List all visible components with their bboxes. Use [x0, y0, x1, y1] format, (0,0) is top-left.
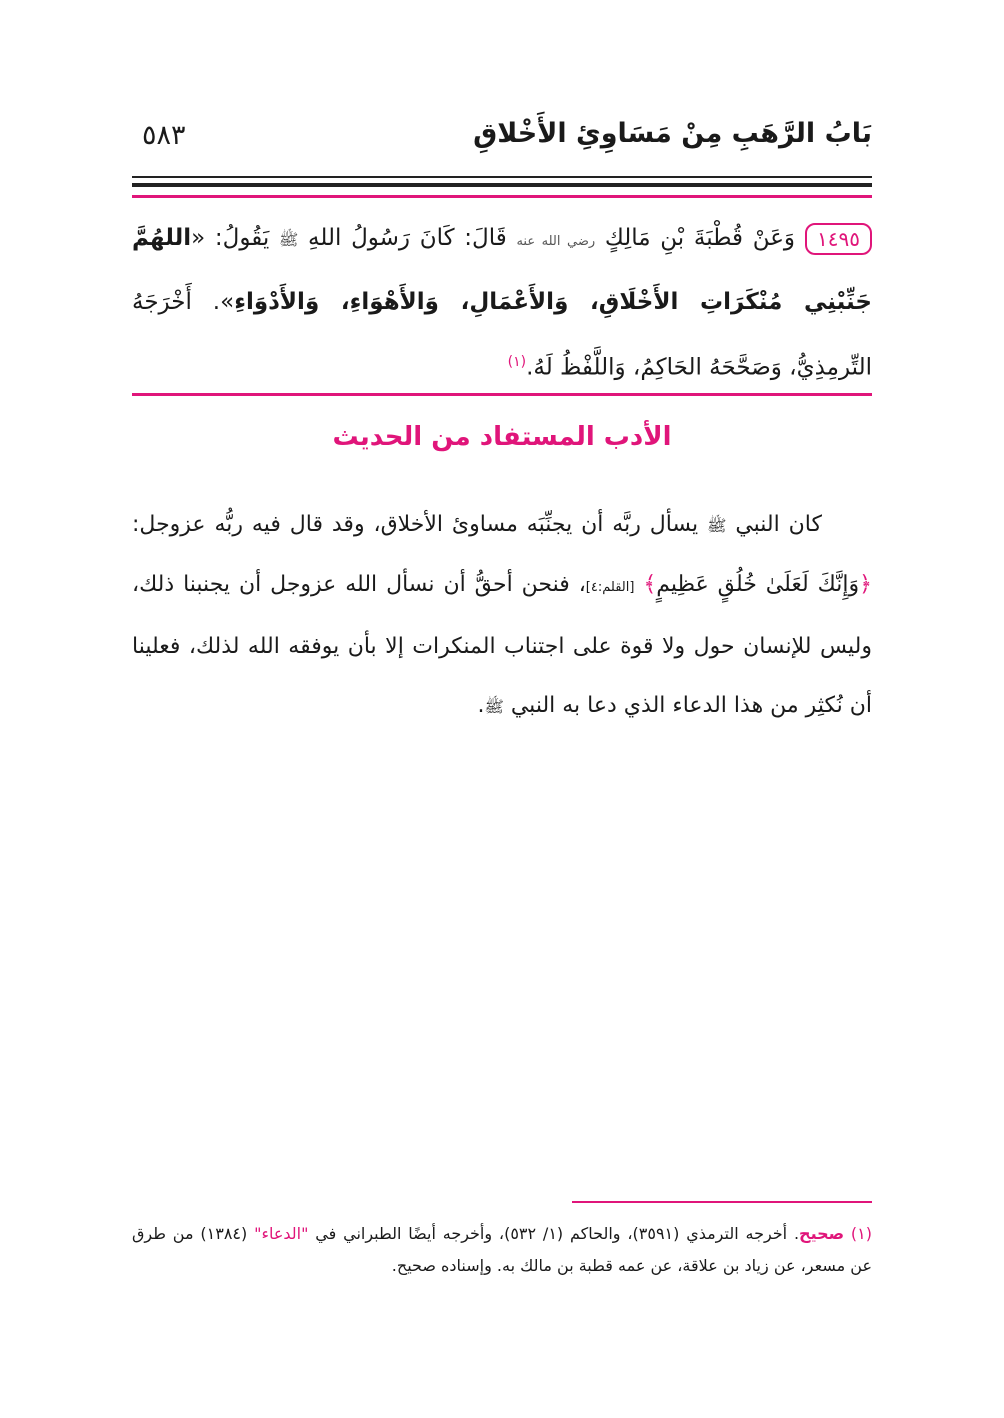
footnote-number: (١): [850, 1224, 873, 1243]
page-number: ٥٨٣: [142, 120, 186, 151]
body-end: .: [477, 693, 485, 718]
hadith-said: قَالَ: كَانَ رَسُولُ اللهِ: [308, 225, 507, 251]
hadith-says: يَقُولُ: «: [191, 225, 270, 251]
header-rule-thin: [132, 176, 872, 178]
section-heading: الأدب المستفاد من الحديث: [332, 422, 672, 452]
header-rule-thick: [132, 183, 872, 187]
body-part1: كان النبي: [735, 512, 822, 537]
hadith-closing: ». أَخْرَجَهُ التِّرمِذِيُّ، وَصَحَّحَهُ الحَاكِمُ، وَاللَّفْظُ لَهُ.: [132, 289, 872, 381]
quran-close-bracket: ﴾: [643, 572, 657, 597]
hadith-number: ١٤٩٥: [805, 223, 872, 255]
hadith-top-rule: [132, 195, 872, 198]
body-honorific: ﷺ: [707, 516, 727, 535]
chapter-title: بَابُ الرَّهَبِ مِنْ مَسَاوِئِ الأَخْلاقِ: [473, 118, 872, 149]
footnote-rule: [572, 1201, 872, 1203]
footnote-ref[interactable]: (١): [507, 354, 527, 370]
companion-honorific: رضي الله عنه: [516, 234, 596, 249]
prophet-honorific: ﷺ: [279, 230, 299, 249]
hadith-dua: اللهُمَّ جَنِّبْنِي مُنْكَرَاتِ الأَخْلَاقِ، وَالأَعْمَالِ، وَالأَهْوَاءِ، وَالأَدْوَاءِ: [132, 225, 872, 315]
quran-verse: وَإِنَّكَ لَعَلَىٰ خُلُقٍ عَظِيمٍ: [656, 572, 860, 597]
hadith-block: [132, 208, 872, 398]
hadith-bottom-rule: [132, 393, 872, 396]
body-honorific-end: ﷺ: [484, 697, 504, 716]
quran-open-bracket: ﴿: [859, 572, 872, 597]
body-part3: ، فنحن أحقُّ أن نسأل الله عزوجل أن يجنبنا ذلك، وليس للإنسان حول ولا قوة على اجتناب المنكرات إلا بأن يوفقه الله لذلك، فعلينا أن نُكثِر من هذا الدعاء الذي دعا به النبي: [132, 572, 872, 718]
footnote-text2: (١٣٨٤) من طرق عن مسعر، عن زياد بن علاقة، عن عمه قطبة بن مالك به. وإسناده صحيح.: [132, 1224, 872, 1275]
body-part2: يسأل ربَّه أن يجنِّبَه مساوئ الأخلاق، وقد قال فيه ربُّه عزوجل:: [132, 512, 699, 537]
hadith-intro: وَعَنْ قُطْبَةَ بْنِ مَالِكٍ: [604, 225, 796, 251]
footnote-quoted-title: "الدعاء": [254, 1224, 309, 1243]
body-paragraph: [132, 495, 872, 736]
footnote-text1: . أخرجه الترمذي (٣٥٩١)، والحاكم (١/ ٥٣٢)، وأخرجه أيضًا الطبراني في: [308, 1224, 800, 1243]
quran-reference: [القلم:٤]: [585, 580, 635, 595]
quran-quote: [643, 572, 872, 597]
page-header: [132, 118, 872, 168]
footnote-grade: صحيح: [799, 1224, 845, 1243]
footnote: [132, 1218, 872, 1282]
